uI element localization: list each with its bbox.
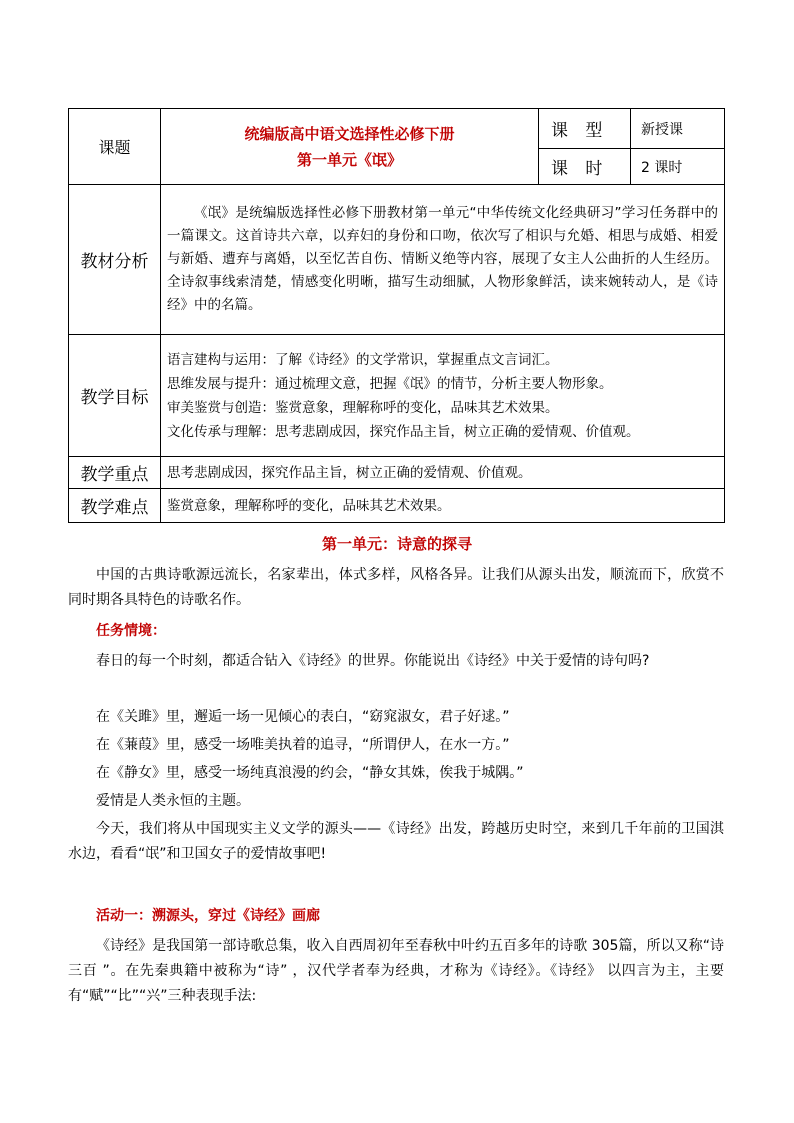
activity-paragraph: 《诗经》是我国第一部诗歌总集，收入自西周初年至春秋中叶约五百多年的诗歌 305篇，所以又称“诗三百 ”。在先秦典籍中被称为“诗” ，汉代学者奉为经典，才称为《诗经》。《诗经》 以四言为主，主要有“赋”“比”“兴”三种表现手法: — [68, 938, 724, 1004]
lesson-title-cell — [161, 109, 539, 185]
analysis-label: 教材分析 — [69, 185, 161, 335]
task-heading: 任务情境： — [96, 623, 166, 639]
lesson-hours-label: 课 时 — [539, 149, 631, 185]
poem-line-jianjia: 在《蒹葭》里，感受一场唯美执着的追寻，“所谓伊人，在水一方。” — [96, 737, 510, 753]
goal-item: 语言建构与运用：了解《诗经》的文学常识，掌握重点文言词汇。 — [167, 351, 559, 368]
lesson-type-value: 新授课 — [631, 109, 725, 149]
task-paragraph: 春日的每一个时刻，都适合钻入《诗经》的世界。你能说出《诗经》中关于爱情的诗句吗? — [96, 653, 650, 669]
key-points-text: 思考悲剧成因，探究作品主旨，树立正确的爱情观、价值观。 — [161, 457, 725, 489]
goals-label: 教学目标 — [69, 335, 161, 457]
goal-item: 文化传承与理解：思考悲剧成因，探究作品主旨，树立正确的爱情观、价值观。 — [167, 423, 640, 440]
key-points-label: 教学重点 — [69, 457, 161, 489]
poem-line-guanju: 在《关雎》里，邂逅一场一见倾心的表白，“窈窕淑女，君子好逑。” — [96, 709, 510, 725]
unit-title: 第一单元：诗意的探寻 — [321, 535, 472, 553]
lesson-plan-table — [68, 108, 725, 523]
transition-paragraph: 今天，我们将从中国现实主义文学的源头——《诗经》出发，跨越历史时空，来到几千年前的卫国淇水边，看看“氓”和卫国女子的爱情故事吧! — [68, 821, 724, 862]
goals-cell — [161, 335, 725, 457]
difficulty-label: 教学难点 — [69, 489, 161, 523]
love-theme-line: 爱情是人类永恒的主题。 — [96, 793, 250, 809]
lesson-title-line2: 第一单元《氓》 — [296, 150, 402, 169]
intro-paragraph: 中国的古典诗歌源远流长，名家辈出，体式多样，风格各异。让我们从源头出发，顺流而下，欣赏不同时期各具特色的诗歌名作。 — [68, 567, 724, 608]
goal-item: 思维发展与提升：通过梳理文意，把握《氓》的情节，分析主要人物形象。 — [167, 375, 613, 392]
lesson-title-line1: 统编版高中语文选择性必修下册 — [244, 124, 455, 143]
activity-heading: 活动一：溯源头，穿过《诗经》画廊 — [96, 908, 320, 924]
goal-item: 审美鉴赏与创造：鉴赏意象，理解称呼的变化，品味其艺术效果。 — [167, 399, 559, 416]
topic-label: 课题 — [69, 109, 161, 185]
lesson-hours-value: 2 课时 — [631, 149, 725, 185]
lesson-type-label: 课 型 — [539, 109, 631, 149]
difficulty-text: 鉴赏意象，理解称呼的变化，品味其艺术效果。 — [161, 489, 725, 523]
analysis-text: 《氓》是统编版选择性必修下册教材第一单元“中华传统文化经典研习”学习任务群中的一篇课文。这首诗共六章，以弃妇的身份和口吻，依次写了相识与允婚、相思与成婚、相爱与新婚、遭弃与离婚，以至忆苦自伤、情断义绝等内容，展现了女主人公曲折的人生经历。全诗叙事线索清楚，情感变化明晰，描写生动细腻，人物形象鲜活，读来婉转动人，是《诗经》中的名篇。 — [161, 185, 725, 335]
poem-line-jingnv: 在《静女》里，感受一场纯真浪漫的约会，“静女其姝，俟我于城隅。” — [96, 765, 524, 781]
